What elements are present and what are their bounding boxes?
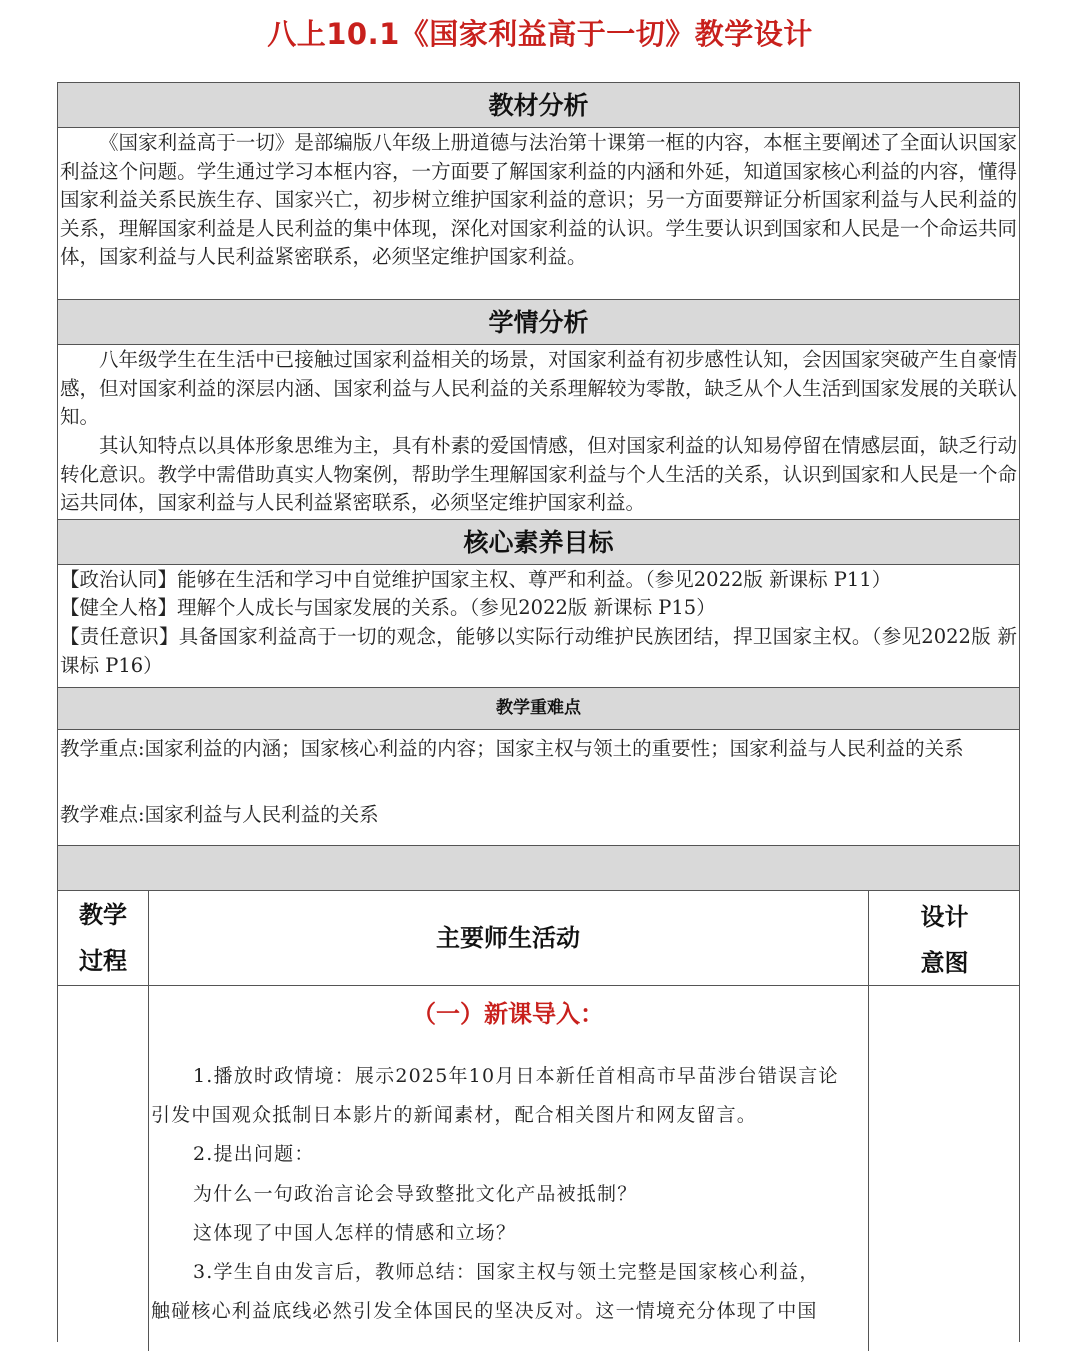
activity-line: 引发中国观众抵制日本影片的新闻素材，配合相关图片和网友留言。 (151, 1104, 758, 1126)
activity-line: 3.学生自由发言后，教师总结：国家主权与领土完整是国家核心利益， (193, 1261, 820, 1283)
activity-line: 触碰核心利益底线必然引发全体国民的坚决反对。这一情境充分体现了中国 (151, 1300, 818, 1322)
col-process-line1: 教学 (79, 901, 127, 929)
goal-responsibility: 【责任意识】具备国家利益高于一切的观念，能够以实际行动维护民族团结，捍卫国家主权。（参见2022版 新课标 P16） (60, 625, 1017, 677)
col-process-header (58, 892, 148, 984)
teaching-difficulty: 教学难点:国家利益与人民利益的关系 (60, 803, 379, 826)
activity-line: 这体现了中国人怎样的情感和立场？ (193, 1222, 517, 1244)
col-process-line2: 过程 (79, 947, 127, 975)
document-title: 八上10.1《国家利益高于一切》教学设计 (267, 17, 813, 51)
core-goals-header (58, 519, 1019, 565)
activity-line: 2.提出问题： (193, 1143, 315, 1165)
activity-line: 1.播放时政情境：展示2025年10月日本新任首相高市早苗涉台错误言论 (193, 1065, 839, 1087)
activity-line: 为什么一句政治言论会导致整批文化产品被抵制？ (193, 1183, 638, 1205)
textbook-analysis-heading: 教材分析 (488, 91, 589, 120)
textbook-analysis-text: 《国家利益高于一切》是部编版八年级上册道德与法治第十课第一框的内容，本框主要阐述了全面认识国家利益这个问题。学生通过学习本框内容，一方面要了解国家利益的内涵和外延，知道国家核心利益的内容，懂得国家利益关系民族生存、国家兴亡，初步树立维护国家利益的意识；另一方面要辩证分析国家利益与人民利益的关系，理解国家利益是人民利益的集中体现，深化对国家利益的认识。学生要认识到国家和人民是一个命运共同体，国家利益与人民利益紧密联系，必须坚定维护国家利益。 (60, 131, 1017, 268)
student-analysis-header (58, 299, 1019, 345)
student-analysis-text-1: 八年级学生在生活中已接触过国家利益相关的场景，对国家利益有初步感性认知，会因国家突破产生自豪情感，但对国家利益的深层内涵、国家利益与人民利益的关系理解较为零散，缺乏从个人生活到国家发展的关联认知。 (60, 348, 1017, 428)
section-intro-title: （一）新课导入： (412, 1000, 604, 1028)
goal-political: 【政治认同】能够在生活和学习中自觉维护国家主权、尊严和利益。（参见2022版 新课标 P11） (60, 568, 892, 591)
col-activities-header: 主要师生活动 (436, 924, 580, 952)
lesson-plan-table (57, 82, 1020, 1342)
core-goals-heading: 核心素养目标 (463, 528, 614, 557)
col-intent-line1: 设计 (920, 903, 969, 931)
student-analysis-text-2: 其认知特点以具体形象思维为主，具有朴素的爱国情感，但对国家利益的认知易停留在情感层面，缺乏行动转化意识。教学中需借助真实人物案例，帮助学生理解国家利益与个人生活的关系，认识到国家和人民是一个命运共同体，国家利益与人民利益紧密联系，必须坚定维护国家利益。 (60, 434, 1017, 514)
teaching-focus: 教学重点:国家利益的内涵；国家核心利益的内容；国家主权与领土的重要性；国家利益与人民利益的关系 (60, 737, 964, 760)
col-intent-line2: 意图 (920, 949, 969, 977)
key-points-header (58, 687, 1019, 730)
key-points-heading: 教学重难点 (496, 698, 581, 718)
student-analysis-heading: 学情分析 (488, 308, 589, 337)
goal-personality: 【健全人格】理解个人成长与国家发展的关系。（参见2022版 新课标 P15） (60, 596, 716, 619)
col-intent-header (868, 894, 1021, 986)
empty-separator-band (58, 845, 1019, 891)
textbook-analysis-header (58, 82, 1019, 128)
